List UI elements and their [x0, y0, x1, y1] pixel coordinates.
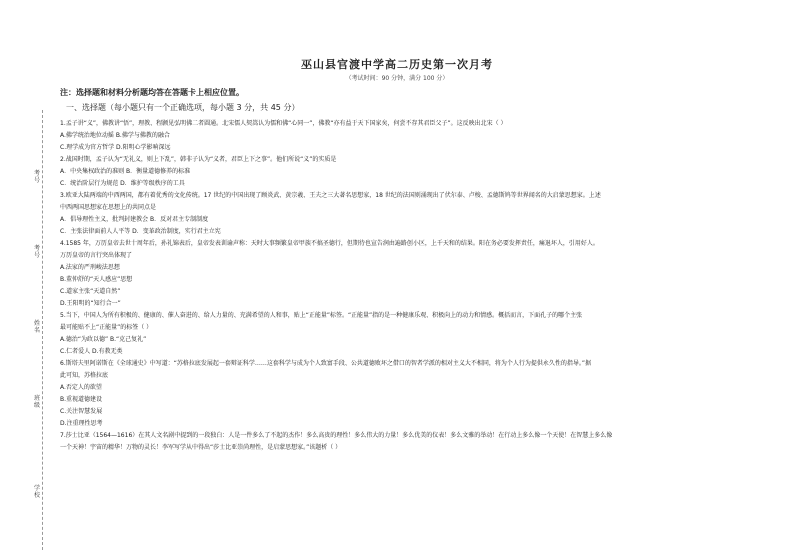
binding-margin — [0, 110, 50, 550]
text-line: 6.斯塔夫里阿诺斯在《全球通史》中写道：“苏格拉底发展起一套辩证科学……这套科学与成为个人致富手段、公共道德败坏之借口的智者学派的相对主义大不相同，将为个人行为提供永久性的指导。”据 — [60, 360, 591, 367]
text-line: C．统治阶层行为规范 D．维护等级秩序的工具 — [60, 180, 185, 187]
text-line: D.王阳明的“知行合一” — [60, 300, 121, 307]
text-line: C．主张法律面前人人平等 D．变革政治制度，实行君主立宪 — [60, 228, 221, 235]
text-line: C.理学成为官方哲学 D.阳明心学影响深远 — [60, 144, 171, 151]
sidebar-label-exam-no-2: 考号 — [34, 245, 41, 259]
page-title: 巫山县官渡中学高二历史第一次月考 — [301, 58, 493, 71]
sidebar-label-name: 姓名 — [34, 320, 41, 334]
text-line: 2.战国时期，孟子认为“无礼义，则上下乱”，韩非子认为“义者，君臣上下之事”。他们所说“义”的实质是 — [60, 156, 337, 163]
text-line: 一个天神！宇宙的精华！万物的灵长！李军写学从中得出“莎士比亚崇尚理性，是启蒙思想家。”该题析（ ） — [60, 444, 342, 451]
text-line: C.道家主张“天道自然” — [60, 288, 121, 295]
text-line: 5.当下，中国人为所有积极的、健康的、催人奋进的、给人力量的、充满希望的人和事，贴上“正能量”标签。“正能量”指的是一种健康乐观、积极向上的动力和情感。概括而言，下面孔子的哪个主张 — [60, 312, 583, 319]
text-line: C.关注智慧发展 — [60, 408, 103, 415]
exam-info: （考试时间：90 分钟，满分 100 分） — [345, 75, 449, 82]
text-line: A．倡导理性主义，批判封建教会 B．反对君主专制制度 — [60, 216, 209, 223]
text-line: 1.孟子讲“义”，佛教讲“悟”，理教、程颢见弘明佛二者圆通。北宋儒人契嵩认为儒和佛“心同一”，佛教“亦有益于天下国家矣，何尝不存其君臣父子”。这反映出北宋（ ） — [60, 120, 507, 127]
sidebar-label-class: 班级 — [34, 395, 41, 409]
text-line: B.董仲舒的“天人感应”思想 — [60, 276, 133, 283]
text-line: A．中央集权政治的准则 B．衡量道德修养的标准 — [60, 168, 191, 175]
text-line: A.德治“为政以德” B.“克己复礼” — [60, 336, 147, 343]
text-line: A.法家的严刑峻法思想 — [60, 264, 120, 271]
text-line: C.仁者爱人 D.有教无类 — [60, 348, 123, 355]
section-heading: 一、选择题（每小题只有一个正确选项，每小题 3 分，共 45 分） — [66, 103, 300, 112]
text-line: B.重视道德建设 — [60, 396, 103, 403]
text-line: 3.欧亚大陆两端的中西两国，都有着优秀的文化传统。17 世纪的中国出现了顾炎武、黄宗羲、王夫之三大著名思想家，18 世纪的法国则涌现出了伏尔泰、卢梭、孟德斯鸠等世界闻名的大启蒙思想家。上述 — [60, 192, 601, 199]
text-line: 中西两国思想家在思想上的共同点是 — [60, 204, 157, 211]
text-line: 万历皇帝的言行突出体现了 — [60, 252, 133, 259]
question-list — [60, 118, 736, 454]
sidebar-label-exam-no: 考号 — [34, 170, 41, 184]
text-line: A.否定人的欲望 — [60, 384, 102, 391]
text-line: 4.1585 年，万历皇帝去世十周年后，孙礼锦表后，皇帝发表训谕声称：天时大事频繁皇帝甲族不搞圣德行，但期待也宣告润由遍路创小区，上千天和的结果。阳在务必要发挥责任，痛退坏人，引用好人。 — [60, 240, 599, 247]
text-line: 7.莎士比亚（1564—1616）在其人文名剧中提到的一段独白：人是一件多么了不起的杰作！多么高贵的理性！多么伟大的力量！多么优美的仪表！多么文雅的举动！在行动上多么像一个天使！在智慧上多么像 — [60, 432, 613, 439]
answer-notice: 注：选择题和材料分析题均答在答题卡上相应位置。 — [60, 88, 244, 97]
text-line: 最可能贴不上“正能量”的标签（ ） — [60, 324, 153, 331]
sidebar-label-school: 学校 — [34, 485, 41, 499]
text-line: A.佛学统治地位动摇 B.佛学与佛教的融合 — [60, 132, 170, 139]
text-line: 此可知，苏格拉底 — [60, 372, 109, 379]
text-line: D.注重理性思考 — [60, 420, 103, 427]
